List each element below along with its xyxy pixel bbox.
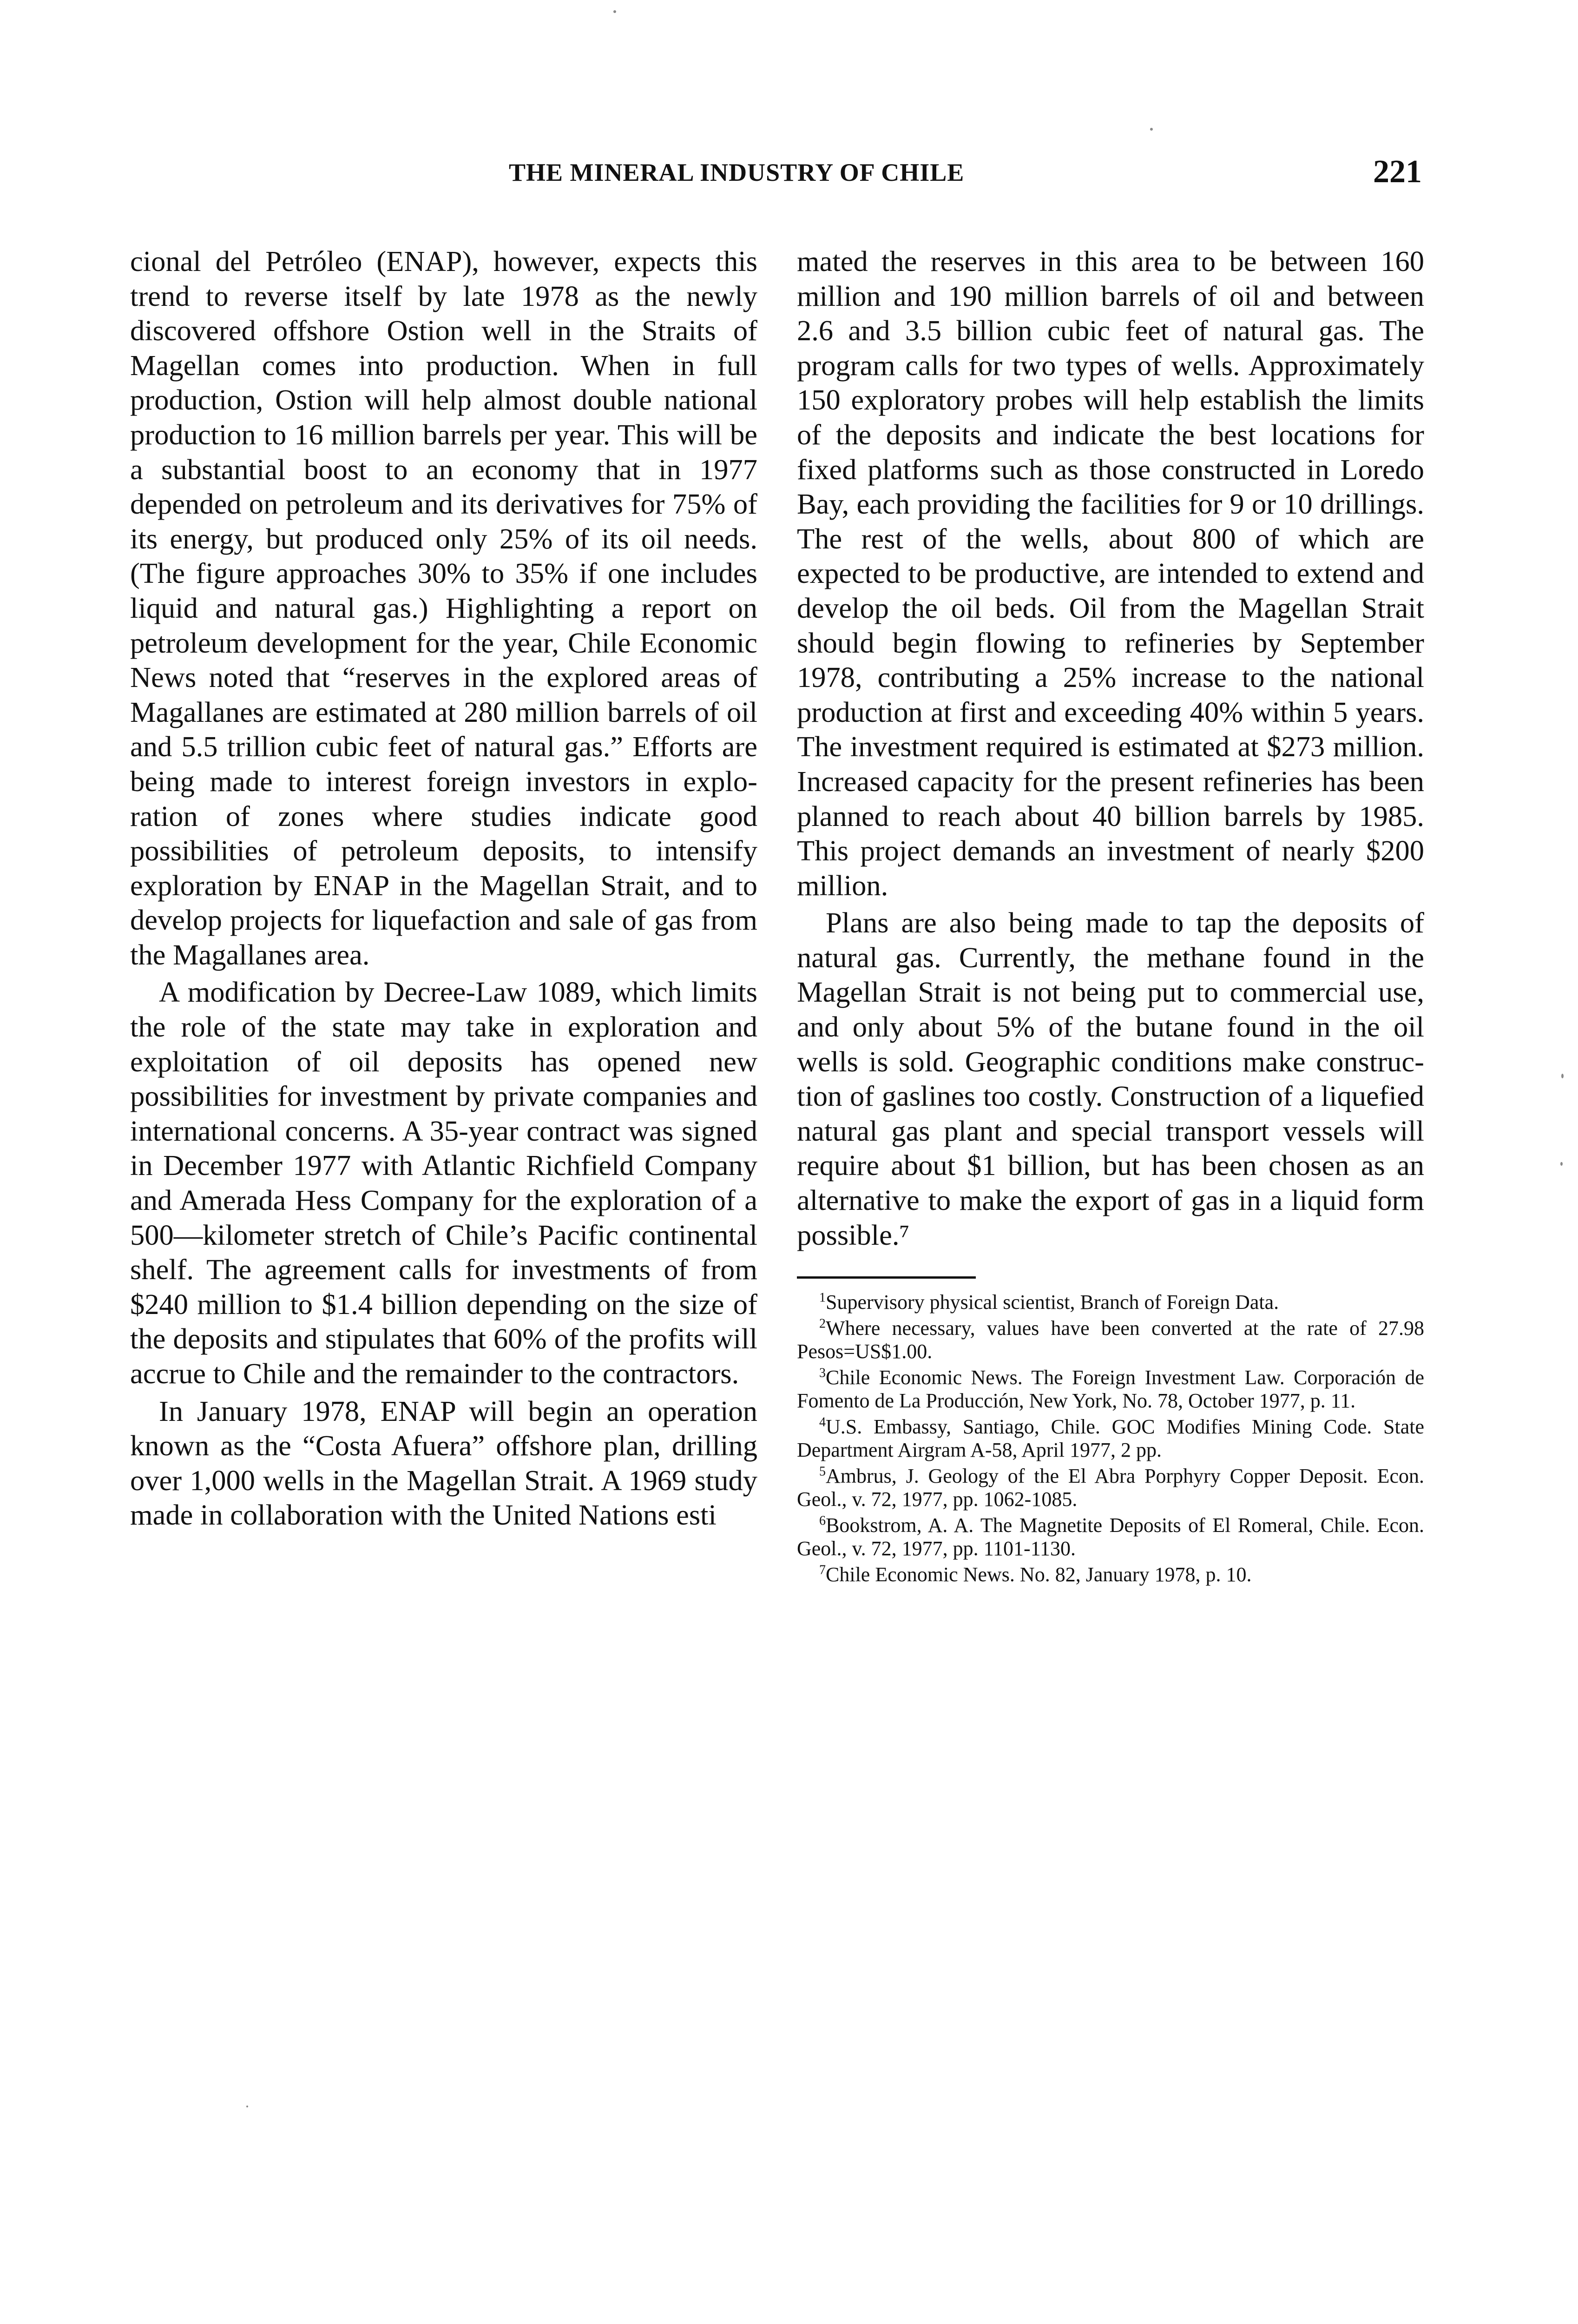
footnote-marker: 1 — [819, 1290, 826, 1305]
right-paragraph-1: mated the reserves in this area to be between 160 million and 190 million barrels of oil and between 2.6 and 3.5 billion cubic feet of natural gas. The program calls for two types of wells. Approximately 150 exploratory probes will help establish the limits of the deposits and indicate the best locations for fixed platforms such as those constructed in Loredo Bay, each providing the facilities for 9 or 10 drillings. The rest of the wells, about 800 of which are expected to be productive, are intended to extend and develop the oil beds. Oil from the Magellan Strait should begin flowing to refineries by September 1978, contributing a 25% increase to the national production at first and exceeding 40% within 5 years. The investment required is estimated at $273 million. Increased capacity for the present refineries has been planned to reach about 40 billion barrels by 1985. This project demands an investment of nearly $200 million. — [797, 245, 1424, 902]
right-paragraph-2: Plans are also being made to tap the deposits of natural gas. Currently, the methane found in the Magellan Strait is not being put to commercial use, and only about 5% of the butane found in the oil wells is sold. Geographic conditions make construction of gaslines too costly. Construction of a liquefied natural gas plant and special transport vessels will require about $1 billion, but has been chosen as an alternative to make the export of gas in a liquid form possible.⁷ — [797, 906, 1424, 1251]
footnote-7 — [797, 1563, 1424, 1586]
scan-speck — [1561, 1074, 1564, 1078]
footnote-text: Chile Economic News. The Foreign Investment Law. Corporación de Fomento de La Producción, New York, No. 78, October 1977, p. 11. — [797, 1366, 1424, 1413]
left-paragraph-2: A modification by Decree-Law 1089, which limits the role of the state may take in exploration and exploitation of oil deposits has opened new possibilities for investment by private companies and international concerns. A 35-year contract was signed in December 1977 with Atlantic Richfield Company and Amerada Hess Company for the exploration of a 500—kilometer stretch of Chile’s Pacific continental shelf. The agreement calls for investments of from $240 million to $1.4 billion depending on the size of the deposits and stipulates that 60% of the profits will accrue to Chile and the remainder to the contractors. — [130, 976, 757, 1390]
footnote-text: Where necessary, values have been converted at the rate of 27.98 Pesos=US$1.00. — [797, 1317, 1424, 1363]
footnote-6 — [797, 1514, 1424, 1560]
footnote-marker: 7 — [819, 1563, 826, 1578]
footnote-1 — [797, 1291, 1424, 1314]
footnote-2 — [797, 1317, 1424, 1363]
footnote-marker: 4 — [819, 1415, 826, 1430]
footnote-text: U.S. Embassy, Santiago, Chile. GOC Modifies Mining Code. State Department Airgram A-58, April 1977, 2 pp. — [797, 1415, 1424, 1462]
footnote-text: Bookstrom, A. A. The Magnetite Deposits of El Romeral, Chile. Econ. Geol., v. 72, 1977, pp. 1101-1130. — [797, 1514, 1424, 1560]
footnote-4 — [797, 1415, 1424, 1462]
footnote-text: Chile Economic News. No. 82, January 1978, p. 10. — [826, 1563, 1252, 1586]
scan-speck — [613, 10, 616, 13]
page-number: 221 — [1373, 154, 1422, 190]
footnote-text: Supervisory physical scientist, Branch of Foreign Data. — [826, 1291, 1279, 1314]
footnote-marker: 3 — [819, 1366, 826, 1380]
footnote-marker: 2 — [819, 1316, 826, 1331]
footnote-marker: 5 — [819, 1464, 826, 1479]
footnote-marker: 6 — [819, 1513, 826, 1528]
footnote-3 — [797, 1366, 1424, 1413]
running-head-title: THE MINERAL INDUSTRY OF CHILE — [509, 158, 965, 186]
scan-speck — [1150, 128, 1153, 131]
left-paragraph-1: cional del Petróleo (ENAP), however, expects this trend to reverse itself by late 1978 as the newly discovered offshore Ostion well in the Straits of Magellan comes into production. When in full production, Ostion will help almost double national production to 16 million barrels per year. This will be a substantial boost to an economy that in 1977 depended on petroleum and its derivatives for 75% of its energy, but produced only 25% of its oil needs. (The figure approaches 30% to 35% if one includes liquid and natural gas.) Highlighting a report on petroleum development for the year, Chile Economic News noted that “reserves in the explored areas of Magallanes are estimated at 280 million barrels of oil and 5.5 trillion cubic feet of natural gas.” Efforts are being made to interest foreign investors in exploration of zones where studies indicate good possibilities of petroleum deposits, to intensify exploration by ENAP in the Magellan Strait, and to develop projects for liquefaction and sale of gas from the Magallanes area. — [130, 245, 757, 971]
footnote-text: Ambrus, J. Geology of the El Abra Porphyry Copper Deposit. Econ. Geol., v. 72, 1977, pp. 1062-1085. — [797, 1465, 1424, 1511]
left-paragraph-3: In January 1978, ENAP will begin an operation known as the “Costa Afuera” offshore plan, drilling over 1,000 wells in the Magellan Strait. A 1969 study made in collaboration with the United Nations esti — [130, 1394, 757, 1532]
footnotes — [797, 1291, 1424, 1586]
footnote-5 — [797, 1465, 1424, 1511]
footnote-divider — [797, 1276, 976, 1279]
right-column — [797, 244, 1424, 1589]
scan-speck — [246, 2106, 248, 2107]
scan-speck — [1560, 1162, 1563, 1166]
left-column — [130, 244, 757, 1532]
